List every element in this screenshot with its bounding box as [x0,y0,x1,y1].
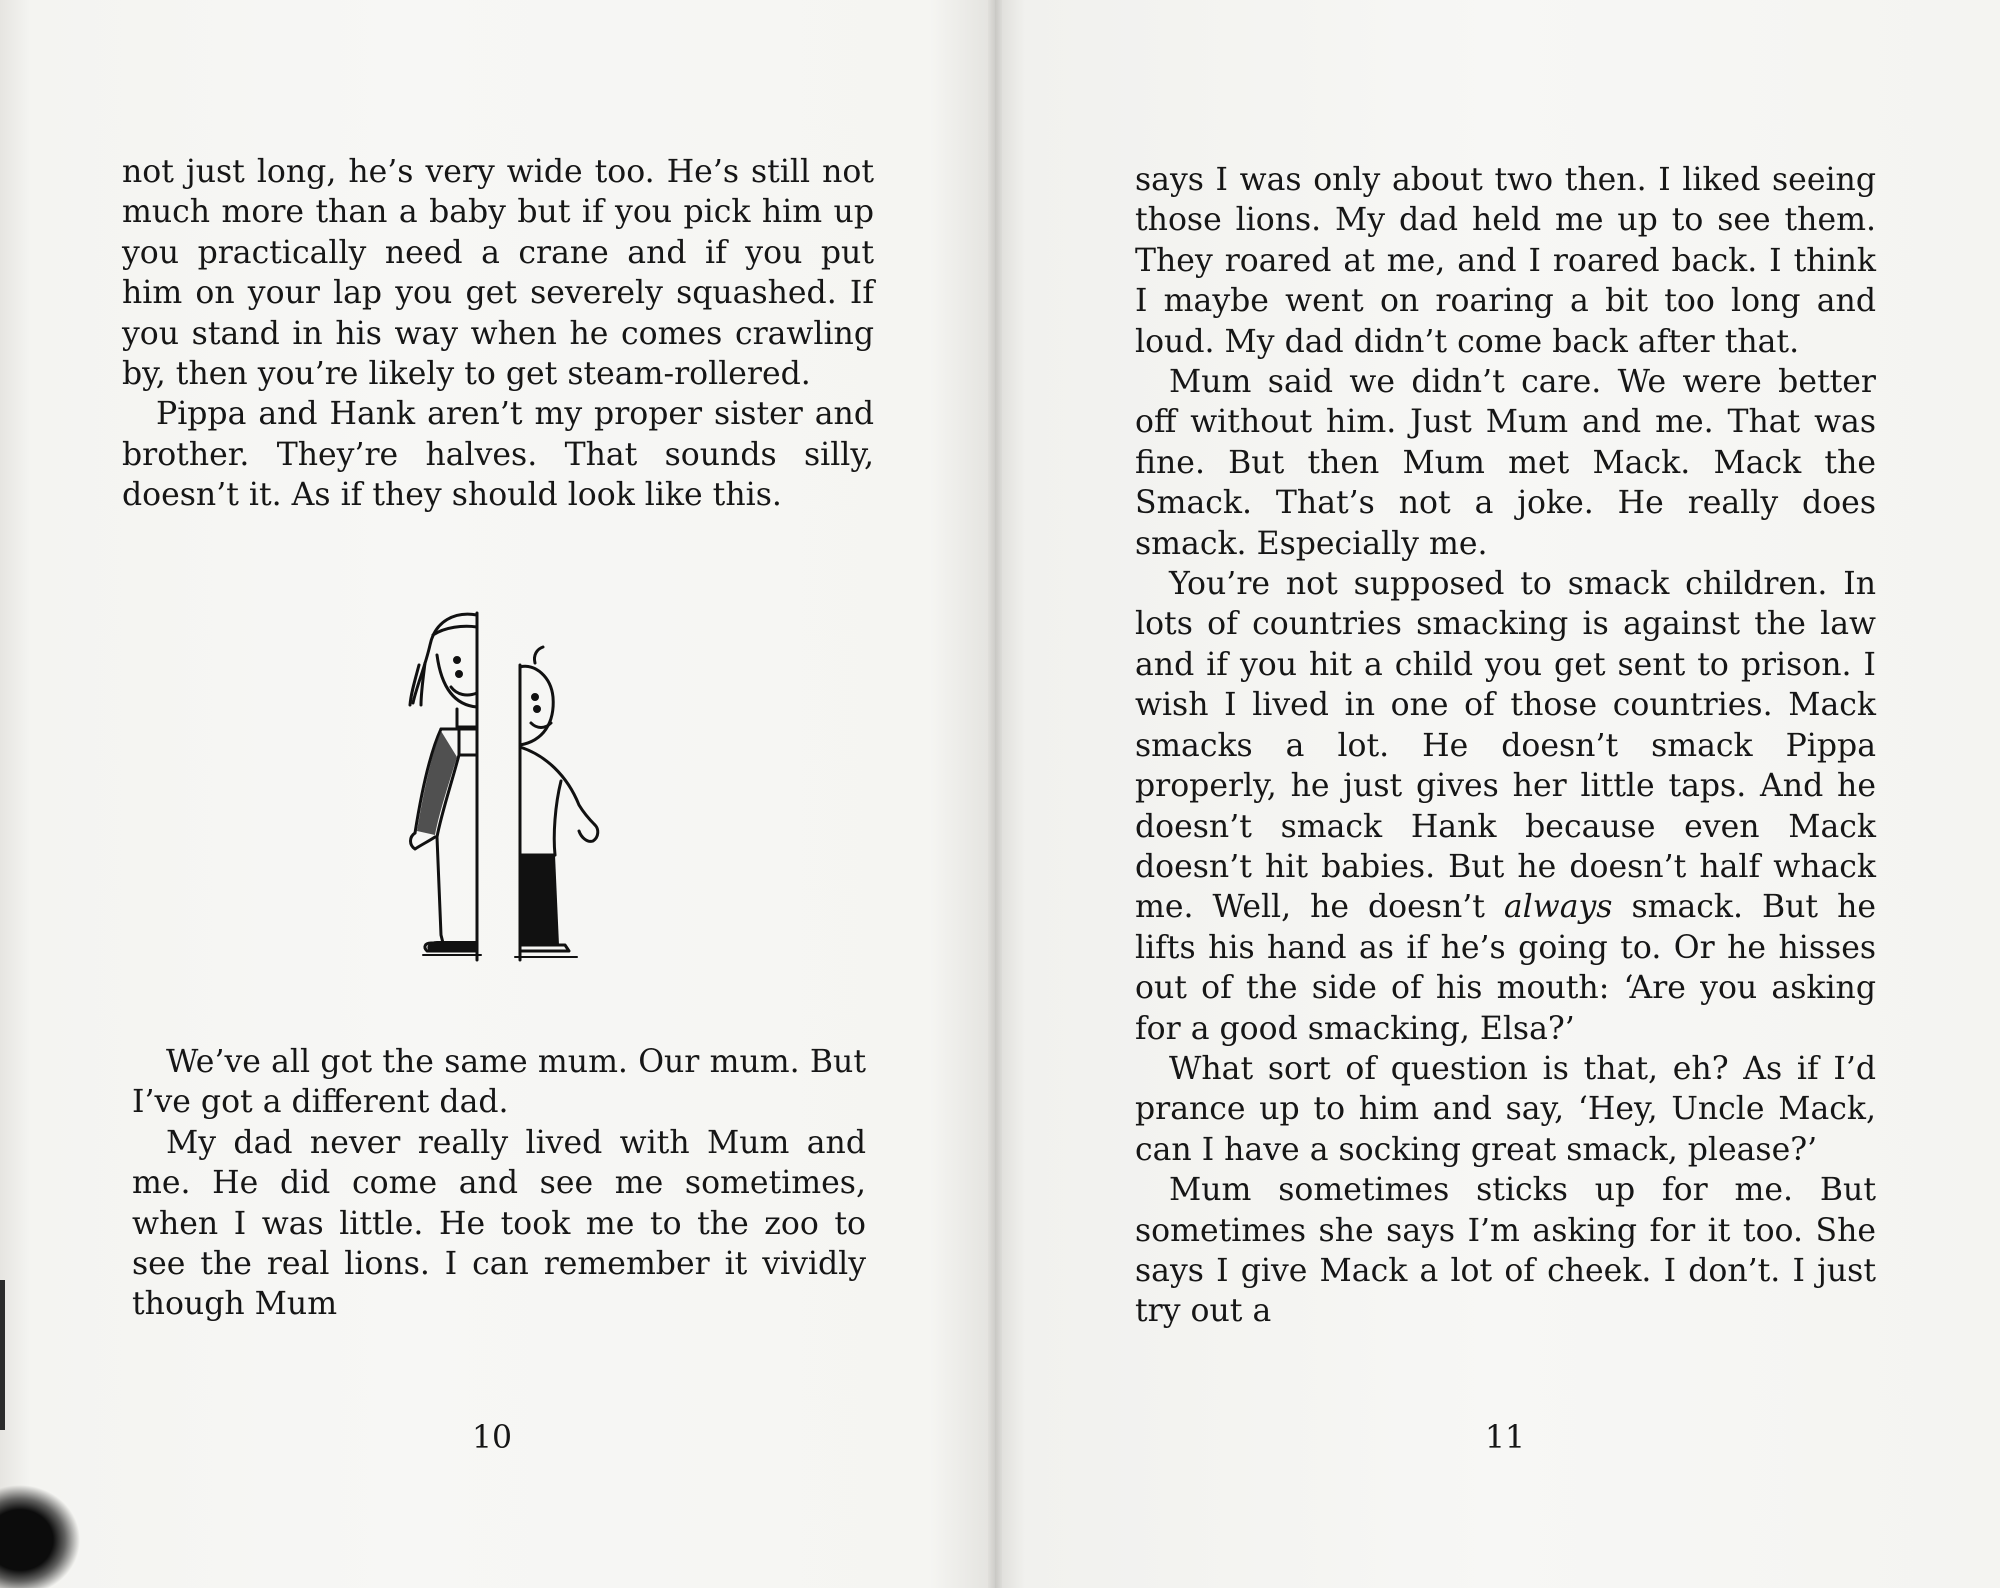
paragraph: My dad never really lived with Mum and me. He did come and see me sometimes, when I was little. He took me to the zoo to see the real lions. I can remember it vividly though Mum [132,1124,866,1323]
page-number: 10 [472,1420,513,1456]
book-gutter [988,0,1002,1588]
page-edge [0,1280,5,1430]
paragraph: not just long, he’s very wide too. He’s still not much more than a baby but if you pick him up you practically need a crane and if you put him on your lap you get severely squashed. If you stand in his way when he comes crawling by, then you’re likely to get steam-rollered. [122,154,874,393]
paragraph: Mum sometimes sticks up for me. But sometimes she says I’m asking for it too. She says I give Mack a lot of cheek. I don’t. I just try out a [1135,1172,1876,1330]
thumb-shadow [0,1470,120,1588]
emphasized-word: always [1503,889,1613,926]
page-number: 11 [1485,1420,1526,1456]
paragraph: Mum said we didn’t care. We were better off without him. Just Mum and me. That was fine. But then Mum met Mack. Mack the Smack. That’s not a joke. He really does smack. Especially me. [1135,364,1876,562]
paragraph: What sort of question is that, eh? As if I’d prance up to him and say, ‘Hey, Uncle Mack, can I have a socking great smack, please?’ [1135,1050,1876,1168]
paragraph: Pippa and Hank aren’t my proper sister and brother. They’re halves. That sounds silly, doesn’t it. As if they should look like this. [122,396,874,514]
right-text [1135,160,1876,1332]
text-run: You’re not supposed to smack children. In lots of countries smacking is against the law and if you hit a child you get sent to prison. I wish I lived in one of those countries. Mack smacks a lot. He doesn’t smack Pippa properly, he just gives her little taps. And he doesn’t smack Hank because even Mack doesn’t hit babies. But he doesn’t half whack me. Well, he doesn’t [1135,566,1876,926]
right-page [995,0,2000,1588]
left-page [0,0,995,1588]
left-bottom-text [132,1042,866,1325]
paragraph [1135,564,1876,1049]
text-run: smack. But he lifts his hand as if he’s going to. Or he hisses out of the side of his mouth: ‘Are you asking for a good smacking, Elsa?’ [1135,889,1877,1047]
left-top-text [122,152,874,516]
paragraph: We’ve all got the same mum. Our mum. But I’ve got a different dad. [132,1044,866,1121]
paragraph: says I was only about two then. I liked seeing those lions. My dad held me up to see them. They roared at me, and I roared back. I think I maybe went on roaring a bit too long and loud. My dad didn’t come back after that. [1135,162,1876,360]
half-siblings-illustration [385,605,635,965]
